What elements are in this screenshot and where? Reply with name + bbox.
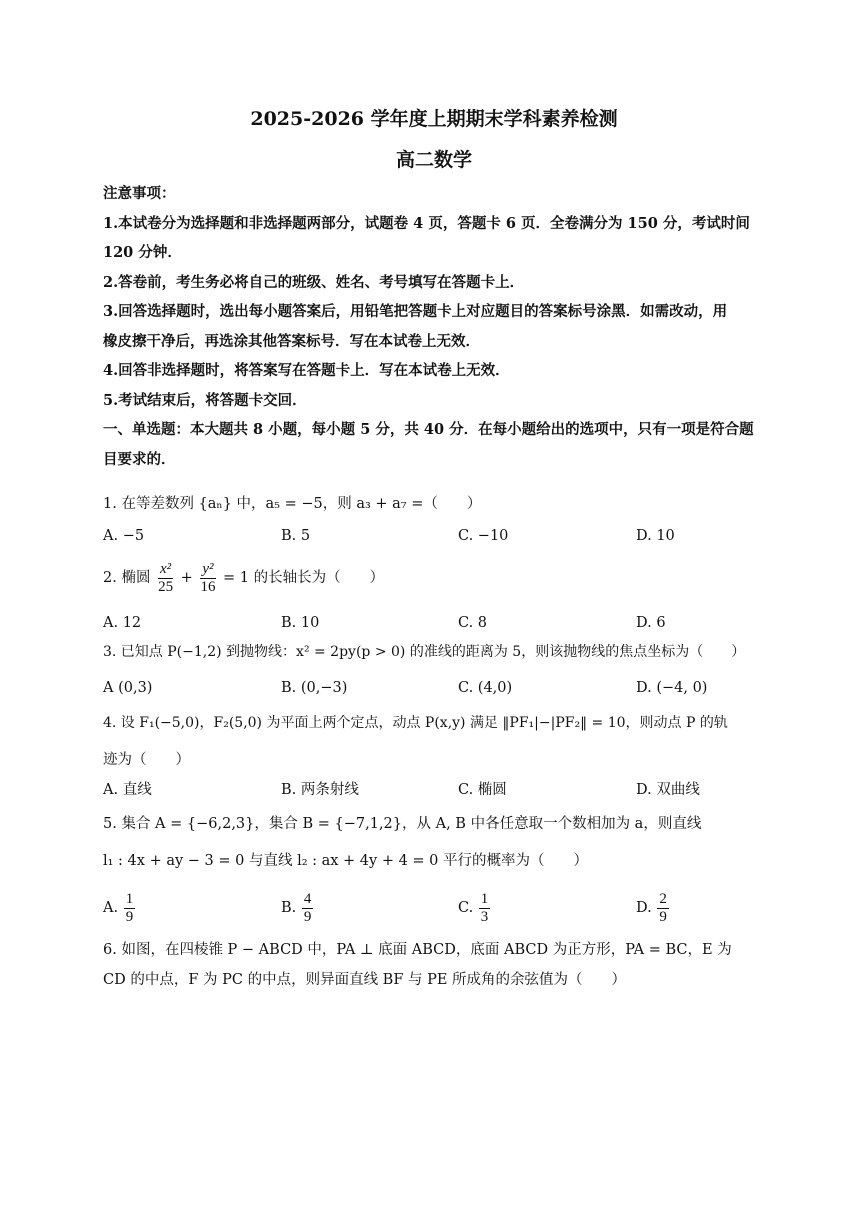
q5-option-d [636,888,670,928]
q2-fraction-x [156,561,175,596]
q2-option-b: B. 10 [281,615,320,631]
note-4: 4.回答非选择题时，将答案写在答题卡上．写在本试卷上无效． [103,362,510,379]
q5-option-a-fraction [124,891,136,926]
q3-option-c: C. (4,0) [458,680,513,696]
q3-option-a: A (0,3) [103,680,153,696]
note-2: 2.答卷前，考生务必将自己的班级、姓名、考号填写在答题卡上． [103,274,525,291]
q5-option-c-fraction [479,891,491,926]
q2-option-d: D. 6 [636,615,666,631]
question-6-stem-line-2: CD 的中点，F 为 PC 的中点，则异面直线 BF 与 PE 所成角的余弦值为（ ） [103,972,627,988]
exam-title: 2025-2026 学年度上期期末学科素养检测 [250,108,618,130]
question-5-stem-line-2: l₁ : 4x + ay − 3 = 0 与直线 l₂ : ax + 4y + 4 = 0 平行的概率为（ ） [103,853,589,869]
q5-option-c-den: 3 [480,908,489,925]
q5-option-d-den: 9 [659,908,667,925]
q5-option-d-label: D. [636,900,652,916]
note-3-line-2: 橡皮擦干净后，再选涂其他答案标号．写在本试卷上无效． [103,333,480,350]
q5-option-d-fraction [657,891,669,926]
q4-option-d: D. 双曲线 [636,782,700,798]
exam-subject: 高二数学 [395,149,472,171]
q1-option-a: A. −5 [103,528,145,544]
q5-option-a-num: 1 [125,890,134,907]
q5-option-c-label: C. [458,900,474,916]
q2-frac2-num: y² [202,560,214,577]
q5-option-b-label: B. [281,900,297,916]
q4-option-c: C. 椭圆 [458,782,507,798]
note-1-line-1: 1.本试卷分为选择题和非选择题两部分，试题卷 4 页，答题卡 6 页．全卷满分为 150 分，考试时间 [103,215,750,232]
note-5: 5.考试结束后，将答题卡交回． [103,392,307,409]
question-1-stem: 1. 在等差数列 {aₙ} 中，a₅ = −5，则 a₃ + a₇ =（ ） [103,496,482,512]
q4-option-a: A. 直线 [103,782,152,798]
note-3-line-1: 3.回答选择题时，选出每小题答案后，用铅笔把答题卡上对应题目的答案标号涂黑．如需改动，用 [103,303,728,320]
q1-option-d: D. 10 [636,528,675,544]
q5-option-c [458,888,491,928]
q5-option-a [103,888,136,928]
q2-frac1-den: 25 [158,578,174,595]
q5-option-a-den: 9 [125,908,134,925]
q5-option-b-fraction [302,891,314,926]
q3-option-d: D. (−4, 0) [636,680,708,696]
note-1-line-2: 120 分钟． [103,244,182,261]
q3-option-b: B. (0,−3) [281,680,348,696]
question-5-stem-line-1: 5. 集合 A = {−6,2,3}，集合 B = {−7,1,2}，从 A, B 中各任意取一个数相加为 a，则直线 [103,816,702,832]
q2-frac1-num: x² [159,560,172,577]
q5-option-b [281,888,314,928]
q2-frac2-den: 16 [200,578,216,595]
q1-option-b: B. 5 [281,528,311,544]
q2-option-a: A. 12 [103,615,142,631]
q2-plus: + [180,570,193,586]
question-3-stem: 3. 已知点 P(−1,2) 到抛物线：x² = 2py(p > 0) 的准线的距离为 5，则该抛物线的焦点坐标为（ ） [103,644,746,660]
q5-option-d-num: 2 [659,890,667,907]
question-6-stem-line-1: 6. 如图，在四棱锥 P − ABCD 中，PA ⊥ 底面 ABCD，底面 ABCD 为正方形，PA = BC，E 为 [103,942,732,958]
q2-option-c: C. 8 [458,615,488,631]
question-4-stem-line-2: 迹为（ ） [103,752,190,768]
q5-option-a-label: A. [103,900,119,916]
section-heading-line-1: 一、单选题：本大题共 8 小题，每小题 5 分，共 40 分．在每小题给出的选项中，只有一项是符合题 [103,421,754,438]
q5-option-c-num: 1 [480,890,489,907]
q1-option-c: C. −10 [458,528,509,544]
notes-heading: 注意事项： [103,185,176,202]
q5-option-b-num: 4 [303,890,312,907]
q2-suffix: = 1 的长轴长为（ ） [223,570,385,586]
q2-fraction-y [198,561,217,596]
question-4-stem-line-1: 4. 设 F₁(−5,0)，F₂(5,0) 为平面上两个定点，动点 P(x,y) 满足 ‖PF₁|−|PF₂‖ = 10，则动点 P 的轨 [103,715,728,731]
q4-option-b: B. 两条射线 [281,782,359,798]
section-heading-line-2: 目要求的． [103,451,176,468]
question-2-stem [103,556,384,600]
q2-prefix: 2. 椭圆 [103,570,151,586]
q5-option-b-den: 9 [303,908,312,925]
